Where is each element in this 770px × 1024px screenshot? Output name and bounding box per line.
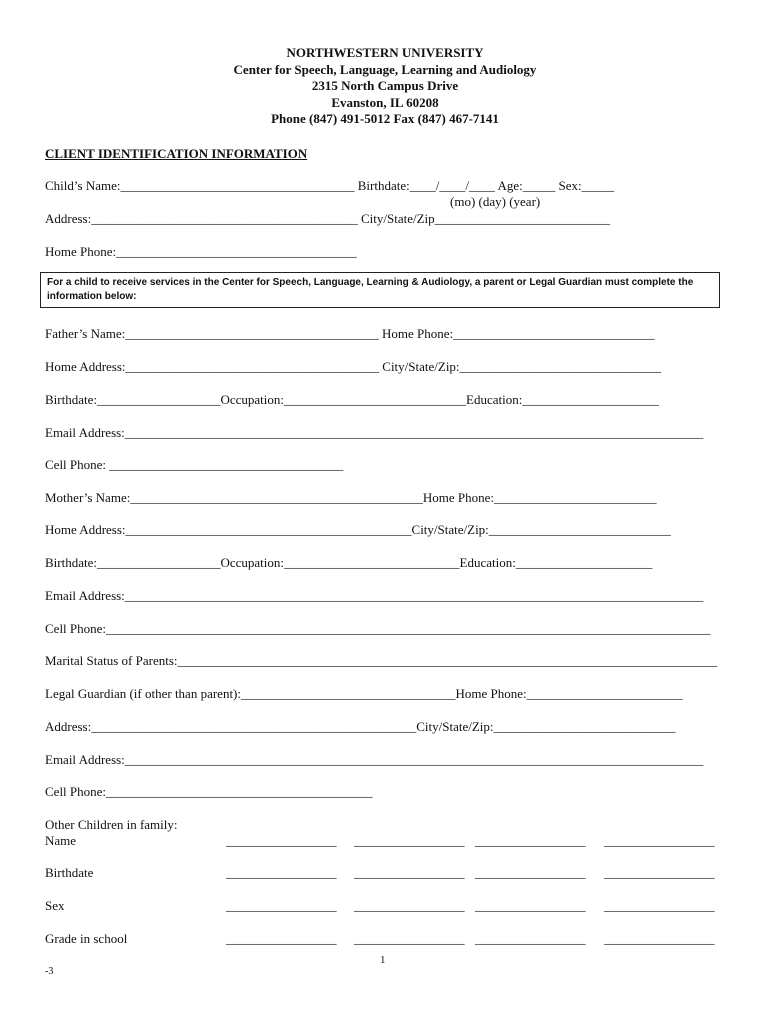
footer-code: -3	[45, 966, 54, 977]
city-address: Evanston, IL 60208	[331, 94, 439, 110]
father-cell-field[interactable]: Cell Phone: ____________________________________	[45, 457, 344, 472]
other-children-blank[interactable]: _________________	[354, 865, 465, 880]
other-children-blank[interactable]: _________________	[226, 833, 337, 848]
date-format-hint: (mo) (day) (year)	[450, 194, 541, 209]
mother-email-field[interactable]: Email Address:_________________________________________________________________________________________	[45, 588, 704, 603]
other-children-row-label: Grade in school	[45, 931, 128, 946]
other-children-blank[interactable]: _________________	[604, 833, 715, 848]
father-birthdate-field[interactable]: Birthdate:___________________Occupation:____________________________Education:_____________________	[45, 392, 659, 407]
guardian-name-field[interactable]: Legal Guardian (if other than parent):_________________________________Home Phone:________________________	[45, 686, 683, 701]
guardian-address-field[interactable]: Address:__________________________________________________City/State/Zip:____________________________	[45, 719, 676, 734]
section-title: CLIENT IDENTIFICATION INFORMATION	[45, 146, 308, 161]
marital-status-field[interactable]: Marital Status of Parents:___________________________________________________________________________________	[45, 653, 718, 668]
guardian-notice-box: For a child to receive services in the Center for Speech, Language, Learning & Audiology, a parent or Legal Guardian must complete the information below:	[40, 272, 720, 308]
center-name: Center for Speech, Language, Learning and Audiology	[233, 61, 537, 77]
guardian-email-field[interactable]: Email Address:_________________________________________________________________________________________	[45, 752, 704, 767]
guardian-cell-field[interactable]: Cell Phone:_________________________________________	[45, 784, 373, 799]
other-children-blank[interactable]: _________________	[604, 865, 715, 880]
other-children-blank[interactable]: _________________	[475, 931, 586, 946]
other-children-row-label: Birthdate	[45, 865, 94, 880]
father-address-field[interactable]: Home Address:_______________________________________ City/State/Zip:_______________________________	[45, 359, 662, 374]
other-children-blank[interactable]: _________________	[475, 898, 586, 913]
mother-address-field[interactable]: Home Address:____________________________________________City/State/Zip:____________________________	[45, 522, 671, 537]
mother-name-field[interactable]: Mother’s Name:_____________________________________________Home Phone:_________________________	[45, 490, 657, 505]
other-children-row-label: Name	[45, 833, 77, 848]
other-children-blank[interactable]: _________________	[604, 931, 715, 946]
street-address: 2315 North Campus Drive	[311, 78, 459, 93]
other-children-blank[interactable]: _________________	[354, 833, 465, 848]
child-address-field[interactable]: Address:_________________________________________ City/State/Zip___________________________	[45, 211, 611, 226]
father-email-field[interactable]: Email Address:_________________________________________________________________________________________	[45, 425, 704, 440]
other-children-blank[interactable]: _________________	[226, 931, 337, 946]
phone-fax: Phone (847) 491-5012 Fax (847) 467-7141	[271, 111, 499, 126]
mother-birthdate-field[interactable]: Birthdate:___________________Occupation:___________________________Education:_____________________	[45, 555, 653, 570]
other-children-blank[interactable]: _________________	[604, 898, 715, 913]
child-home-phone-field[interactable]: Home Phone:_____________________________________	[45, 244, 357, 259]
letterhead	[0, 45, 770, 128]
other-children-blank[interactable]: _________________	[475, 865, 586, 880]
child-name-field[interactable]: Child’s Name:____________________________________ Birthdate:____/____/____ Age:_____ Sex:_____	[45, 178, 615, 193]
mother-cell-field[interactable]: Cell Phone:_____________________________________________________________________________________________	[45, 621, 711, 636]
other-children-heading: Other Children in family:	[45, 817, 178, 832]
other-children-blank[interactable]: _________________	[475, 833, 586, 848]
other-children-blank[interactable]: _________________	[226, 898, 337, 913]
university-name: NORTHWESTERN UNIVERSITY	[286, 45, 484, 60]
other-children-row-label: Sex	[45, 898, 65, 913]
father-name-field[interactable]: Father’s Name:_______________________________________ Home Phone:_______________________________	[45, 326, 655, 341]
other-children-blank[interactable]: _________________	[354, 931, 465, 946]
other-children-blank[interactable]: _________________	[226, 865, 337, 880]
other-children-blank[interactable]: _________________	[354, 898, 465, 913]
page-number: 1	[380, 954, 386, 966]
